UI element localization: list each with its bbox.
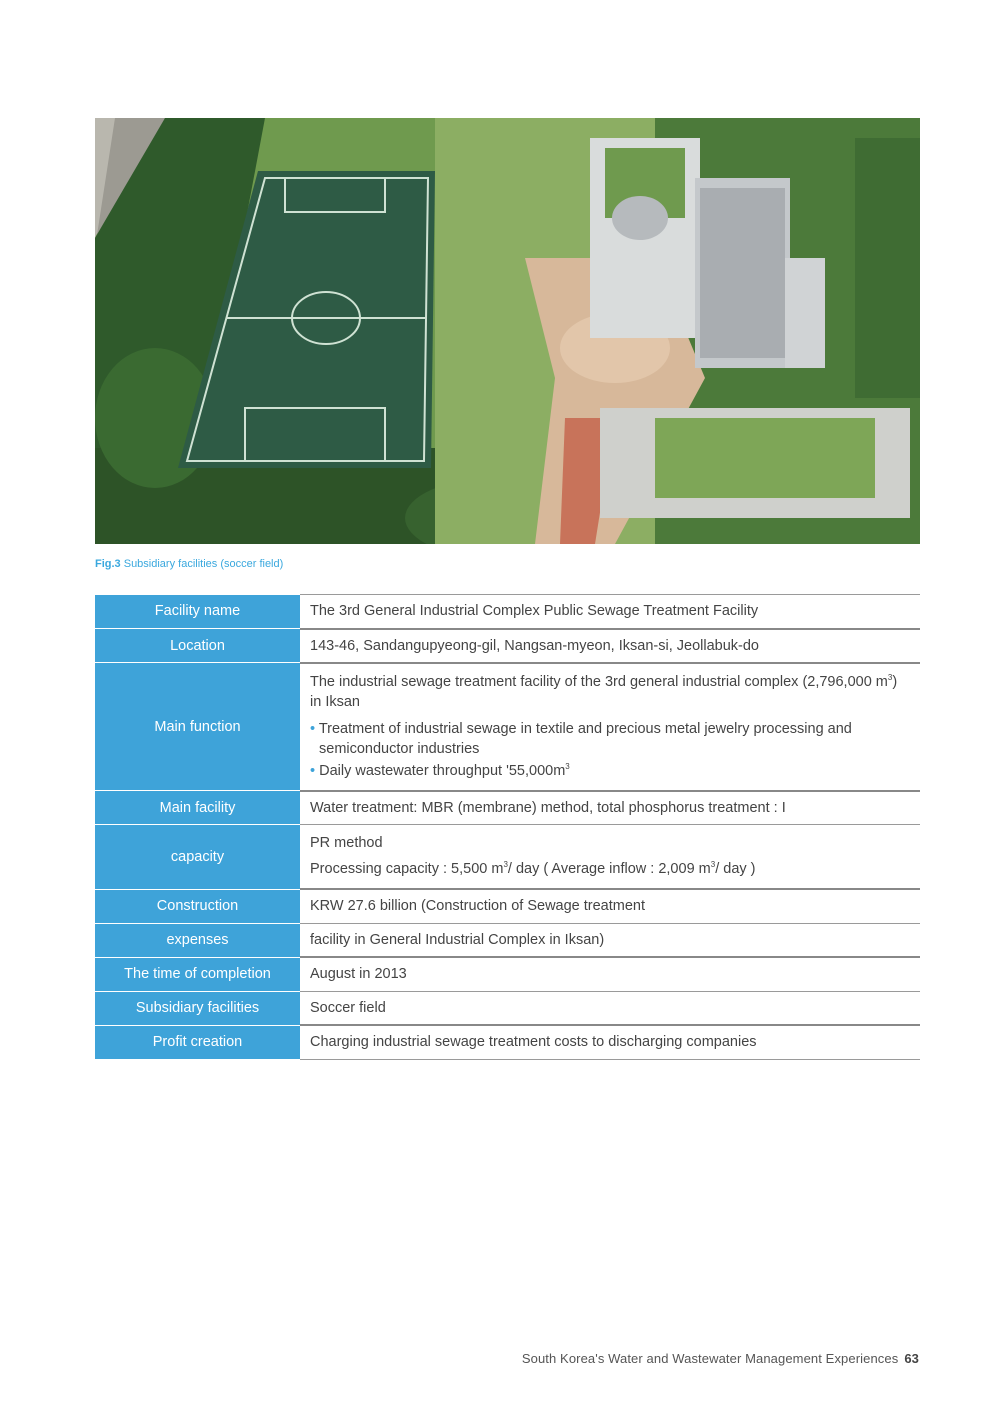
facility-info-table — [95, 594, 920, 1060]
value-capacity — [300, 825, 920, 889]
value-expenses: facility in General Industrial Complex in Iksan) — [300, 923, 920, 957]
row-main-facility — [95, 791, 920, 825]
value-construction: KRW 27.6 billion (Construction of Sewage treatment — [300, 889, 920, 923]
label-construction: Construction — [95, 889, 300, 923]
value-subsidiary: Soccer field — [300, 991, 920, 1025]
figure-caption-text: Subsidiary facilities (soccer field) — [120, 558, 284, 570]
figure-caption — [95, 558, 283, 570]
label-subsidiary: Subsidiary facilities — [95, 991, 300, 1025]
row-subsidiary — [95, 991, 920, 1025]
row-main-function — [95, 663, 920, 791]
figure-number: Fig.3 — [95, 558, 121, 570]
page-footer — [522, 1351, 919, 1366]
label-location: Location — [95, 629, 300, 663]
label-capacity: capacity — [95, 825, 300, 889]
label-facility-name: Facility name — [95, 595, 300, 629]
value-profit: Charging industrial sewage treatment costs to discharging companies — [300, 1025, 920, 1059]
capacity-line1: PR method — [310, 835, 383, 852]
aerial-photo-soccer-field — [95, 118, 920, 544]
capacity-line2: Processing capacity : 5,500 $m^3/$ day ( Average inflow : 2,009 $m^3/$ day ) — [310, 859, 756, 877]
row-profit — [95, 1025, 920, 1059]
value-facility-name: The 3rd General Industrial Complex Public Sewage Treatment Facility — [300, 595, 920, 629]
main-function-line1: The industrial sewage treatment facility of the 3rd general industrial complex (2,796,000 $m^3$) in Iksan — [310, 673, 898, 711]
value-main-function — [300, 663, 920, 791]
row-expenses — [95, 923, 920, 957]
row-capacity — [95, 825, 920, 889]
row-location — [95, 629, 920, 663]
row-completion — [95, 957, 920, 991]
value-main-facility: Water treatment: MBR (membrane) method, total phosphorus treatment : I — [300, 791, 920, 825]
main-function-bullet-1: • Treatment of industrial sewage in textile and precious metal jewelry processing and semiconductor industries — [310, 719, 910, 760]
footer-title: South Korea's Water and Wastewater Management Experiences — [521, 1351, 899, 1366]
value-location: 143-46, Sandangupyeong-gil, Nangsan-myeon, Iksan-si, Jeollabuk-do — [300, 629, 920, 663]
label-main-function: Main function — [95, 663, 300, 791]
value-completion: August in 2013 — [300, 957, 920, 991]
label-completion: The time of completion — [95, 957, 300, 991]
page-number: 63 — [904, 1351, 919, 1366]
label-main-facility: Main facility — [95, 791, 300, 825]
row-construction — [95, 889, 920, 923]
label-expenses: expenses — [95, 923, 300, 957]
label-profit: Profit creation — [95, 1025, 300, 1059]
row-facility-name — [95, 595, 920, 629]
main-function-bullet-2: • Daily wastewater throughput '$55,000m^3$ — [310, 761, 910, 781]
